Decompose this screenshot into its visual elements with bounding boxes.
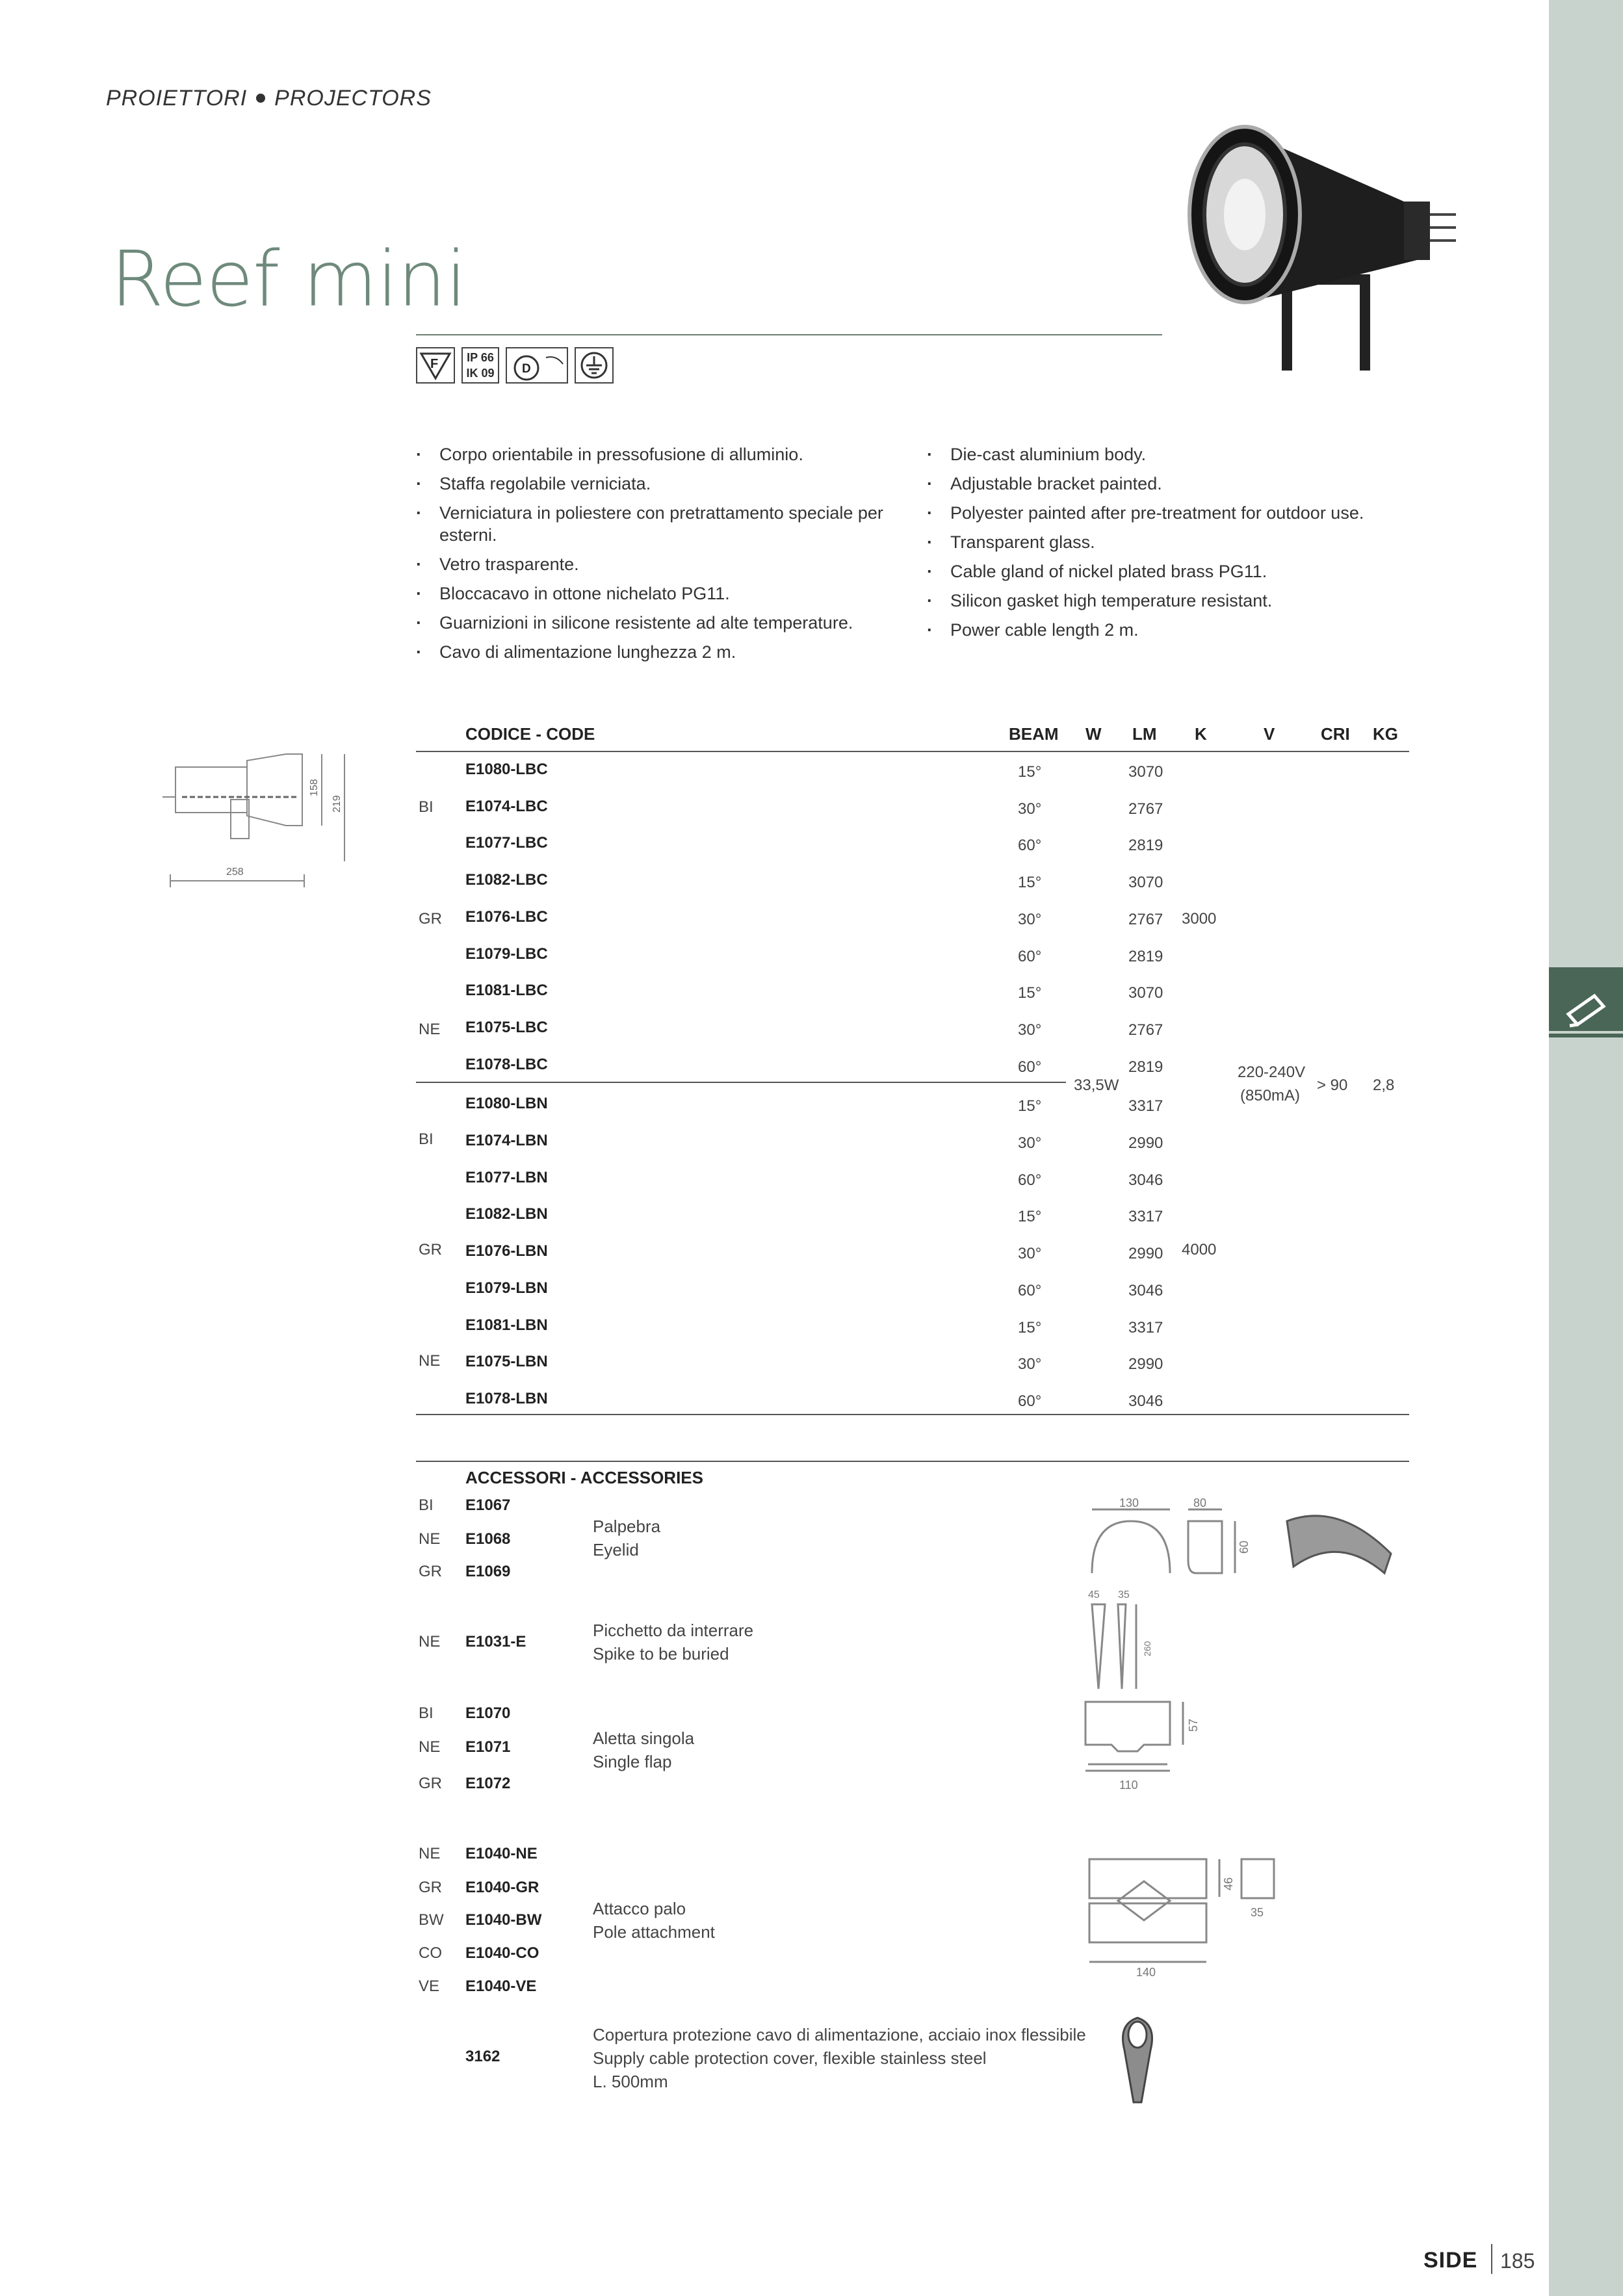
row-code: E1082-LBN (465, 1205, 548, 1223)
col-k: K (1195, 724, 1207, 744)
acc-desc (593, 2023, 1086, 2093)
page-number: 185 (1500, 2249, 1535, 2273)
desc-it: Copertura protezione cavo di alimentazione, acciaio inox flessibile (593, 2025, 1086, 2044)
svg-text:130: 130 (1119, 1496, 1139, 1509)
row-code: E1078-LBN (465, 1390, 548, 1407)
ground-icon (575, 347, 614, 384)
feature-item: · Vetro trasparente. (416, 553, 884, 575)
section-en: PROJECTORS (274, 86, 432, 111)
row-lumen: 3070 (1128, 874, 1163, 891)
feature-item: · Staffa regolabile verniciata. (416, 473, 884, 495)
w-value: 33,5W (1074, 1076, 1119, 1094)
row-beam: 15° (1018, 1208, 1042, 1225)
k-value: 3000 (1182, 910, 1217, 928)
feature-item: · Adjustable bracket painted. (927, 473, 1421, 495)
table-group-rule (416, 1082, 1066, 1083)
svg-text:219: 219 (331, 795, 343, 813)
ik-rating: IK 09 (466, 367, 495, 380)
finish-label: BI (419, 798, 434, 816)
finish-label: NE (419, 1021, 441, 1038)
acc-code: E1072 (465, 1775, 511, 1792)
d-mark-icon (506, 347, 568, 384)
col-code: CODICE - CODE (465, 724, 595, 744)
row-beam: 30° (1018, 800, 1042, 818)
row-lumen: 3317 (1128, 1208, 1163, 1225)
row-beam: 60° (1018, 837, 1042, 854)
desc-length: L. 500mm (593, 2072, 668, 2091)
svg-text:158: 158 (309, 779, 320, 796)
row-beam: 30° (1018, 1134, 1042, 1152)
features-en (927, 443, 1421, 648)
acc-finish: BI (419, 1496, 434, 1514)
feature-item: · Corpo orientabile in pressofusione di alluminio. (416, 443, 884, 465)
row-beam: 15° (1018, 874, 1042, 891)
acc-finish: GR (419, 1775, 442, 1792)
row-lumen: 3070 (1128, 763, 1163, 781)
svg-text:80: 80 (1193, 1496, 1207, 1509)
acc-code: E1040-CO (465, 1944, 539, 1962)
row-beam: 60° (1018, 1171, 1042, 1189)
svg-text:260: 260 (1142, 1641, 1152, 1656)
acc-finish: NE (419, 1633, 441, 1650)
col-v: V (1264, 724, 1275, 744)
row-lumen: 2819 (1128, 837, 1163, 854)
row-lumen: 3046 (1128, 1282, 1163, 1299)
desc-en: Supply cable protection cover, flexible stainless steel (593, 2048, 987, 2068)
acc-finish: NE (419, 1530, 441, 1548)
row-lumen: 2990 (1128, 1134, 1163, 1152)
svg-text:35: 35 (1251, 1906, 1264, 1919)
acc-code: E1069 (465, 1563, 511, 1580)
features-it (416, 443, 884, 670)
row-code: E1077-LBN (465, 1169, 548, 1186)
acc-finish: NE (419, 1845, 441, 1862)
bullet-dot (256, 94, 265, 103)
acc-finish: GR (419, 1563, 442, 1580)
acc-desc (593, 1619, 753, 1665)
row-beam: 30° (1018, 911, 1042, 928)
k-value: 4000 (1182, 1241, 1217, 1259)
acc-finish: BW (419, 1911, 444, 1929)
row-lumen: 3070 (1128, 984, 1163, 1002)
tab-underline (1549, 1034, 1623, 1037)
category-tab[interactable] (1549, 967, 1623, 1031)
row-code: E1079-LBC (465, 945, 548, 963)
row-beam: 30° (1018, 1245, 1042, 1262)
row-code: E1074-LBC (465, 798, 548, 815)
feature-item: · Power cable length 2 m. (927, 619, 1421, 641)
finish-label: NE (419, 1352, 441, 1370)
accessories-header: ACCESSORI - ACCESSORIES (465, 1468, 703, 1487)
cri-value: > 90 (1317, 1076, 1348, 1094)
finish-label: BI (419, 1130, 434, 1148)
feature-item: · Silicon gasket high temperature resistant. (927, 590, 1421, 612)
acc-finish: NE (419, 1738, 441, 1756)
row-beam: 60° (1018, 1058, 1042, 1076)
row-code: E1078-LBC (465, 1056, 548, 1073)
desc-it: Attacco palo (593, 1899, 686, 1918)
col-lm: LM (1132, 724, 1157, 744)
accessories-rule (416, 1461, 1409, 1462)
table-bottom-rule (416, 1414, 1409, 1415)
v-value-current: (850mA) (1240, 1087, 1301, 1104)
acc-code: E1068 (465, 1530, 511, 1548)
feature-item: · Polyester painted after pre-treatment for outdoor use. (927, 502, 1421, 524)
flap-drawing (1079, 1693, 1222, 1797)
desc-en: Pole attachment (593, 1922, 715, 1942)
row-beam: 60° (1018, 1392, 1042, 1410)
row-code: E1075-LBN (465, 1353, 548, 1370)
acc-code: E1067 (465, 1496, 511, 1514)
row-code: E1074-LBN (465, 1132, 548, 1149)
svg-text:140: 140 (1136, 1966, 1156, 1979)
feature-item: · Cable gland of nickel plated brass PG11. (927, 560, 1421, 582)
acc-code: E1070 (465, 1704, 511, 1722)
row-beam: 60° (1018, 1282, 1042, 1299)
row-lumen: 2990 (1128, 1245, 1163, 1262)
row-beam: 15° (1018, 763, 1042, 781)
footer-divider (1491, 2244, 1492, 2274)
acc-code: E1040-VE (465, 1977, 537, 1995)
feature-item: · Bloccacavo in ottone nichelato PG11. (416, 582, 884, 605)
svg-text:258: 258 (226, 867, 244, 878)
svg-text:60: 60 (1238, 1540, 1251, 1554)
svg-text:35: 35 (1118, 1589, 1130, 1600)
row-lumen: 2767 (1128, 911, 1163, 928)
row-code: E1081-LBC (465, 982, 548, 999)
acc-finish: CO (419, 1944, 442, 1962)
kg-value: 2,8 (1373, 1076, 1395, 1094)
feature-item: · Die-cast aluminium body. (927, 443, 1421, 465)
col-beam: BEAM (1009, 724, 1059, 744)
row-lumen: 3046 (1128, 1392, 1163, 1410)
acc-finish: GR (419, 1879, 442, 1896)
acc-desc (593, 1727, 694, 1773)
table-header-rule (416, 751, 1409, 752)
acc-finish: VE (419, 1977, 440, 1995)
row-lumen: 3317 (1128, 1319, 1163, 1337)
v-value: 220-240V (1238, 1063, 1306, 1081)
acc-code: E1040-NE (465, 1845, 538, 1862)
row-code: E1075-LBC (465, 1019, 548, 1036)
svg-text:46: 46 (1222, 1877, 1235, 1890)
acc-code: E1040-GR (465, 1879, 539, 1896)
svg-text:F: F (430, 357, 439, 371)
acc-desc (593, 1515, 660, 1561)
desc-it: Palpebra (593, 1517, 661, 1536)
product-photo (1170, 91, 1469, 377)
row-beam: 30° (1018, 1021, 1042, 1039)
desc-it: Aletta singola (593, 1729, 695, 1748)
spike-drawing (1079, 1585, 1157, 1695)
row-lumen: 3046 (1128, 1171, 1163, 1189)
svg-text:57: 57 (1187, 1718, 1200, 1732)
row-code: E1080-LBN (465, 1095, 548, 1112)
acc-desc (593, 1897, 715, 1944)
section-label (106, 86, 432, 111)
title-rule (416, 334, 1162, 335)
acc-code: E1071 (465, 1738, 511, 1756)
feature-item: · Verniciatura in poliestere con pretrattamento speciale per esterni. (416, 502, 884, 546)
finish-label: GR (419, 1241, 442, 1259)
row-beam: 15° (1018, 1319, 1042, 1337)
row-code: E1077-LBC (465, 834, 548, 852)
finish-label: GR (419, 910, 442, 928)
acc-code: E1040-BW (465, 1911, 542, 1929)
svg-text:110: 110 (1119, 1779, 1138, 1792)
feature-item: · Guarnizioni in silicone resistente ad alte temperature. (416, 612, 884, 634)
row-code: E1080-LBC (465, 761, 548, 778)
col-cri: CRI (1321, 724, 1350, 744)
pole-attachment-drawing (1079, 1851, 1287, 1981)
desc-en: Single flap (593, 1752, 672, 1771)
col-w: W (1085, 724, 1102, 744)
svg-text:45: 45 (1088, 1589, 1100, 1600)
row-lumen: 2767 (1128, 800, 1163, 818)
ip-ik-badge (461, 347, 499, 384)
section-it: PROIETTORI (106, 86, 248, 111)
ip-rating: IP 66 (467, 351, 494, 364)
row-lumen: 3317 (1128, 1097, 1163, 1115)
eyelid-drawing (1079, 1495, 1404, 1586)
desc-it: Picchetto da interrare (593, 1621, 754, 1640)
dimension-drawing (156, 741, 357, 891)
feature-item: · Transparent glass. (927, 531, 1421, 553)
desc-en: Spike to be buried (593, 1644, 729, 1663)
acc-finish: BI (419, 1704, 434, 1722)
row-lumen: 2819 (1128, 1058, 1163, 1076)
row-code: E1076-LBC (465, 908, 548, 926)
row-lumen: 2990 (1128, 1355, 1163, 1373)
acc-code: 3162 (465, 2048, 500, 2065)
row-beam: 15° (1018, 1097, 1042, 1115)
sidebar-strip (1549, 0, 1623, 2296)
footer-section: SIDE (1423, 2248, 1478, 2273)
row-code: E1079-LBN (465, 1279, 548, 1297)
feature-item: · Cavo di alimentazione lunghezza 2 m. (416, 641, 884, 663)
row-code: E1076-LBN (465, 1242, 548, 1260)
row-lumen: 2819 (1128, 948, 1163, 965)
row-beam: 15° (1018, 984, 1042, 1002)
row-beam: 60° (1018, 948, 1042, 965)
desc-en: Eyelid (593, 1540, 639, 1559)
acc-code: E1031-E (465, 1633, 526, 1650)
projector-category-icon (1549, 967, 1623, 1031)
row-beam: 30° (1018, 1355, 1042, 1373)
row-lumen: 2767 (1128, 1021, 1163, 1039)
col-kg: KG (1373, 724, 1398, 744)
product-title: Reef mini (110, 234, 467, 324)
svg-text:D: D (522, 362, 531, 376)
row-code: E1082-LBC (465, 871, 548, 889)
f-mark-icon (416, 347, 455, 384)
cable-cover-drawing (1111, 2011, 1163, 2109)
row-code: E1081-LBN (465, 1316, 548, 1334)
